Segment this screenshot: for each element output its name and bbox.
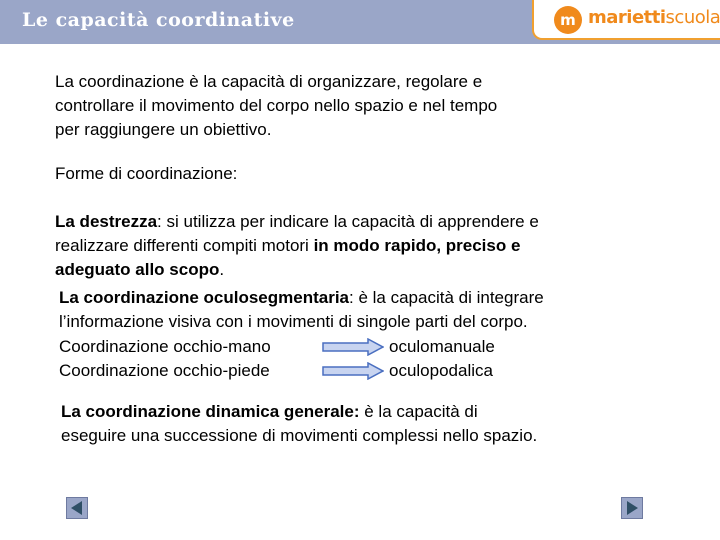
occhio-piede-label: Coordinazione occhio-piede [59, 361, 270, 380]
forms-heading: Forme di coordinazione: [55, 164, 238, 183]
destrezza-paragraph: La destrezza: si utilizza per indicare la capacità di apprendere e realizzare differenti compiti motori in modo rapido, preciso e adeguato allo scopo. [55, 212, 539, 279]
right-arrow-icon [322, 338, 384, 356]
dinamica-term: La coordinazione dinamica generale: [61, 402, 360, 421]
logo-text: mariettiscuola [588, 7, 720, 28]
right-arrow-icon [322, 362, 384, 380]
oculopodalica-label: oculopodalica [389, 361, 493, 380]
destrezza-term: La destrezza [55, 212, 158, 231]
intro-line-1: La coordinazione è la capacità di organizzare, regolare e [55, 72, 483, 91]
dinamica-paragraph: La coordinazione dinamica generale: è la capacità di eseguire una successione di movimenti complessi nello spazio. [61, 402, 538, 445]
intro-line-2: controllare il movimento del corpo nello spazio e nel tempo [55, 96, 498, 115]
next-slide-button[interactable] [621, 497, 643, 519]
occhio-mano-label: Coordinazione occhio-mano [59, 337, 271, 356]
slide-title: Le capacità coordinative [22, 9, 295, 31]
marietti-scuola-logo [532, 0, 720, 40]
oculosegmentaria-term: La coordinazione oculosegmentaria [59, 288, 350, 307]
triangle-right-icon [622, 498, 642, 518]
oculosegmentaria-paragraph: La coordinazione oculosegmentaria: è la capacità di integrare l’informazione visiva con i movimenti di singole parti del corpo. [59, 288, 544, 331]
oculomanuale-label: oculomanuale [389, 337, 495, 356]
logo-mark-icon: m [554, 6, 582, 34]
header-bar [0, 0, 720, 44]
intro-paragraph [55, 70, 497, 142]
prev-slide-button[interactable] [66, 497, 88, 519]
intro-line-3: per raggiungere un obiettivo. [55, 120, 272, 139]
triangle-left-icon [67, 498, 87, 518]
